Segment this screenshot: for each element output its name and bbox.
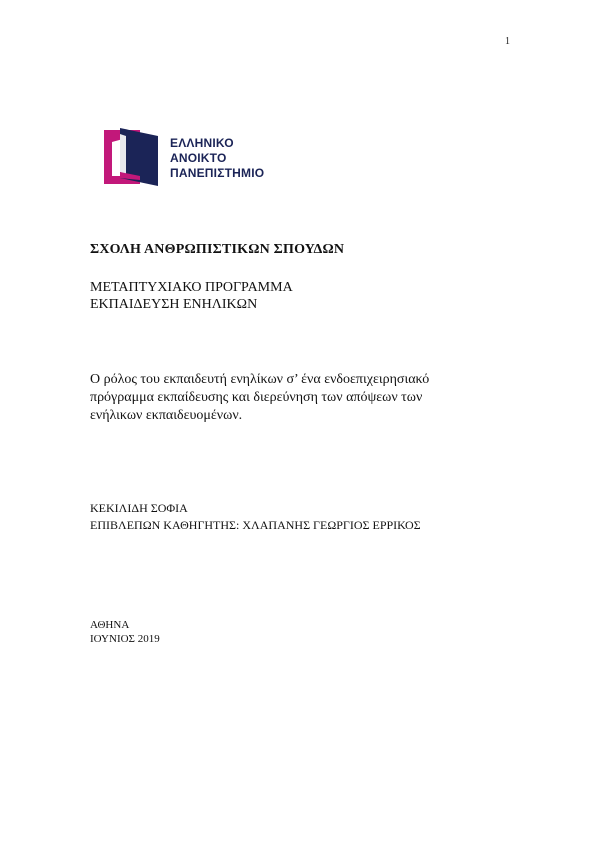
logo-line-1: ΕΛΛΗΝΙΚΟ bbox=[170, 136, 234, 150]
supervisor-name: ΕΠΙΒΛΕΠΩΝ ΚΑΘΗΓΗΤΗΣ: ΧΛΑΠΑΝΗΣ ΓΕΩΡΓΙΟΣ ΕΡΡΙΚΟΣ bbox=[90, 518, 421, 532]
program-line-1: ΜΕΤΑΠΤΥΧΙΑΚΟ ΠΡΟΓΡΑΜΜΑ bbox=[90, 280, 293, 295]
thesis-title-line-3: ενήλικων εκπαιδευομένων. bbox=[90, 408, 243, 423]
author-block bbox=[90, 500, 510, 534]
logo-line-2: ΑΝΟΙΚΤΟ bbox=[170, 151, 227, 165]
page-number: 1 bbox=[505, 36, 510, 47]
school-heading: ΣΧΟΛΗ ΑΝΘΡΩΠΙΣΤΙΚΩΝ ΣΠΟΥΔΩΝ bbox=[90, 242, 345, 257]
thesis-title-line-2: πρόγραμμα εκπαίδευσης και διερεύνηση των απόψεων των bbox=[90, 390, 423, 405]
logo-line-3: ΠΑΝΕΠΙΣΤΗΜΙΟ bbox=[170, 166, 265, 180]
date: ΙΟΥΝΙΟΣ 2019 bbox=[90, 633, 160, 645]
thesis-title bbox=[90, 371, 520, 425]
city: ΑΘΗΝΑ bbox=[90, 619, 130, 631]
program-line-2: ΕΚΠΑΙΔΕΥΣΗ ΕΝΗΛΙΚΩΝ bbox=[90, 297, 258, 312]
logo-wordmark bbox=[170, 136, 264, 181]
place-date-block bbox=[90, 618, 510, 646]
author-name: ΚΕΚΙΛΙΔΗ ΣΟΦΙΑ bbox=[90, 501, 188, 515]
thesis-title-line-1: Ο ρόλος του εκπαιδευτή ενηλίκων σ’ ένα ενδοεπιχειρησιακό bbox=[90, 372, 430, 387]
university-logo bbox=[100, 122, 280, 192]
program-block bbox=[90, 279, 510, 313]
logo-book-icon bbox=[100, 124, 164, 188]
